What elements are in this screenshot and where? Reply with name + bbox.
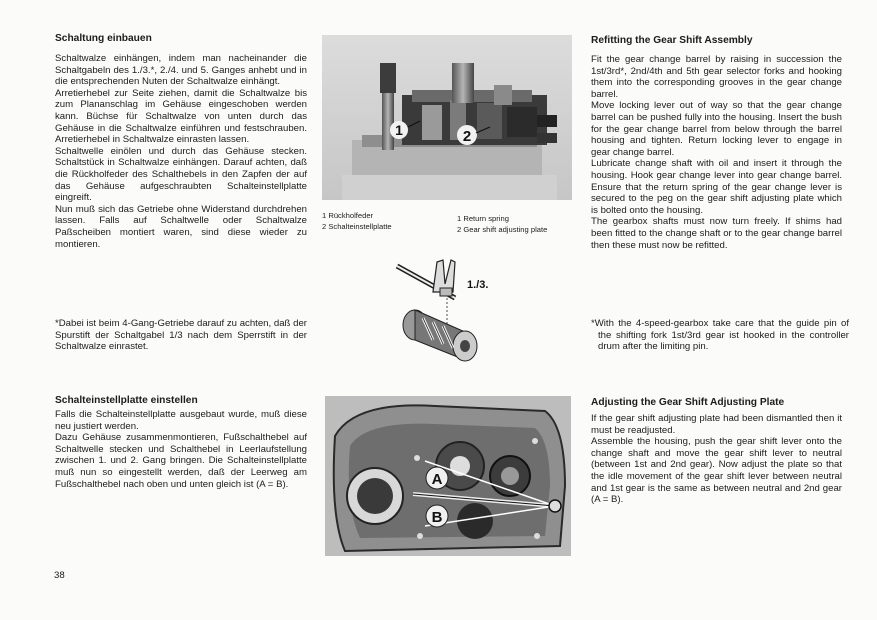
caption-item: 1 Rückholfeder <box>322 211 374 220</box>
right-column-section-2 <box>591 397 842 506</box>
left-column-section-2 <box>55 395 307 490</box>
paragraph: Arretierhebel zur Seite ziehen, damit die Schaltwalze bis zum Plananschlag im Gehäuse eingeschoben werden kann. Büchse für Schaltwalze von unten durch das Gehäuse in die Schaltwalze einführen und festschrauben. Arretierhebel in Schaltwalze einrasten lassen. <box>55 87 307 146</box>
page-number: 38 <box>54 570 65 581</box>
gearbox-photo-top-image <box>322 35 572 200</box>
paragraph: Dazu Gehäuse zusammenmontieren, Fußschalthebel auf Schaltwelle stecken und Schalthebel in Leerlaufstellung zwischen 1. und 2. Gang bringen. Die Schalteinstellplatte muß nun so eingestellt werden, daß der Leerweg am Fußschalthebel nach oben und unten gleich ist (A = B). <box>55 432 307 490</box>
diagram-label-1-3: 1./3. <box>467 279 489 291</box>
gearbox-photo-bottom <box>325 396 571 556</box>
paragraph: Move locking lever out of way so that the gear change barrel can be pushed fully into the housing. Insert the bush for the gear change barrel from below through the barrel housing and tighten. Return locking lever to engage in gear change barrel. <box>591 100 842 158</box>
photo-label-2: 2 <box>462 128 472 145</box>
paragraph: Assemble the housing, push the gear shift lever onto the change shaft and move the gear shift lever to neutral (between 1st and 2nd gear). Now adjust the plate so that the idle movement of the gear shift lever between neutral and 1st gear is the same as between neutral and 2nd gear (A = B). <box>591 436 842 506</box>
paragraph: Schaltwalze einhängen, indem man nacheinander die Schaltgabeln des 1./3.*, 2./4. und 5. Ganges anhebt und in die entsprechenden Nuten der Schaltwalze einhängt. <box>55 53 307 88</box>
caption-english <box>457 214 547 235</box>
section-title-adjusting-plate: Adjusting the Gear Shift Adjusting Plate <box>591 397 785 408</box>
gearbox-photo-bottom-image <box>325 396 571 556</box>
photo-label-b: B <box>431 509 443 526</box>
paragraph: Fit the gear change barrel by raising in succession the 1st/3rd*, 2nd/4th and 5th gear selector forks and hooking them into the corresponding grooves in the gear change barrel. <box>591 54 842 100</box>
photo-label-1: 1 <box>395 122 403 138</box>
right-footnote: *With the 4-speed-gearbox take care that the guide pin of the shifting fork 1st/3rd gear ist hooked in the controller drum after the limiting pin. <box>591 318 849 353</box>
photo-label-a: A <box>431 471 443 488</box>
paragraph: Falls die Schalteinstellplatte ausgebaut wurde, muß diese neu justiert werden. <box>55 409 307 432</box>
paragraph: If the gear shift adjusting plate had been dismantled then it must be readjusted. <box>591 413 842 436</box>
left-footnote: *Dabei ist beim 4-Gang-Getriebe darauf zu achten, daß der Spurstift der Schaltgabel 1/3 nach dem Sperrstift in der Schaltwalze einrastet. <box>55 318 307 353</box>
shift-fork-diagram <box>385 250 510 375</box>
paragraph: Lubricate change shaft with oil and insert it through the housing. Hook gear change lever into gear change barrel. Ensure that the return spring of the gear change lever is secured to the peg on the gear shift adjusting plate which is bolted onto the housing. <box>591 158 842 216</box>
paragraph: Schaltwelle einölen und durch das Gehäuse stecken. Schaltstück in Schaltwalze einhängen. Darauf achten, daß die Rückholfeder des Schalthebels in den Zapfen der auf das Gehäuse aufgeschraubten Schalteinstellplatte eingreift. <box>55 145 307 204</box>
section-title-refitting-gear-shift: Refitting the Gear Shift Assembly <box>591 35 753 46</box>
caption-item: 2 Schalteinstellplatte <box>322 221 392 231</box>
section-title-schaltung-einbauen: Schaltung einbauen <box>55 33 152 44</box>
caption-german <box>322 211 392 232</box>
section-title-schalteinstellplatte: Schalteinstellplatte einstellen <box>55 395 198 406</box>
right-column-section-1 <box>591 35 842 251</box>
paragraph: The gearbox shafts must now turn freely. If shims had been fitted to the change shaft or to the gear change barrel then these must now be refitted. <box>591 216 842 251</box>
caption-item: 1 Return spring <box>457 214 509 223</box>
caption-item: 2 Gear shift adjusting plate <box>457 224 548 234</box>
paragraph: Nun muß sich das Getriebe ohne Widerstand durchdrehen lassen. Falls auf Schaltwelle oder Schaltwalze Paßscheiben montiert waren, sind diese wieder zu montieren. <box>55 203 307 250</box>
left-column-section-1 <box>55 33 307 250</box>
shift-fork-drawing <box>385 250 510 375</box>
gearbox-photo-top <box>322 35 572 200</box>
